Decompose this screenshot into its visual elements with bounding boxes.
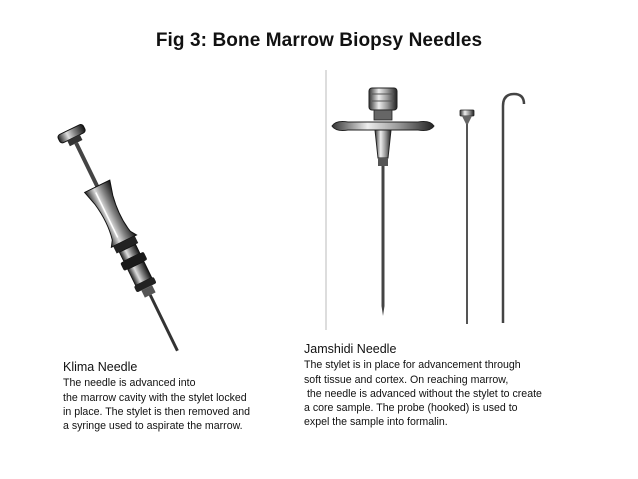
jamshidi-needle-label: Jamshidi Needle <box>304 342 397 356</box>
jamshidi-caption-line: soft tissue and cortex. On reaching marrow, <box>304 373 509 386</box>
jamshidi-caption-line: a core sample. The probe (hooked) is used to <box>304 402 518 415</box>
klima-caption-line: the marrow cavity with the stylet locked <box>63 391 247 404</box>
klima-needle-label: Klima Needle <box>63 360 138 374</box>
jamshidi-caption-line: expel the sample into formalin. <box>304 416 448 429</box>
klima-caption-line: a syringe used to aspirate the marrow. <box>63 420 243 433</box>
figure-title: Fig 3: Bone Marrow Biopsy Needles <box>155 30 483 51</box>
klima-needle-illustration <box>50 118 190 353</box>
klima-caption-line: in place. The stylet is then removed and <box>63 405 251 418</box>
jamshidi-needle-illustration <box>318 68 548 333</box>
klima-caption-line: The needle is advanced into <box>63 377 196 390</box>
klima-caption <box>63 360 250 433</box>
jamshidi-caption <box>304 342 542 430</box>
jamshidi-caption-line: The stylet is in place for advancement through <box>304 359 521 372</box>
jamshidi-caption-line: the needle is advanced without the stylet to create <box>304 387 542 400</box>
